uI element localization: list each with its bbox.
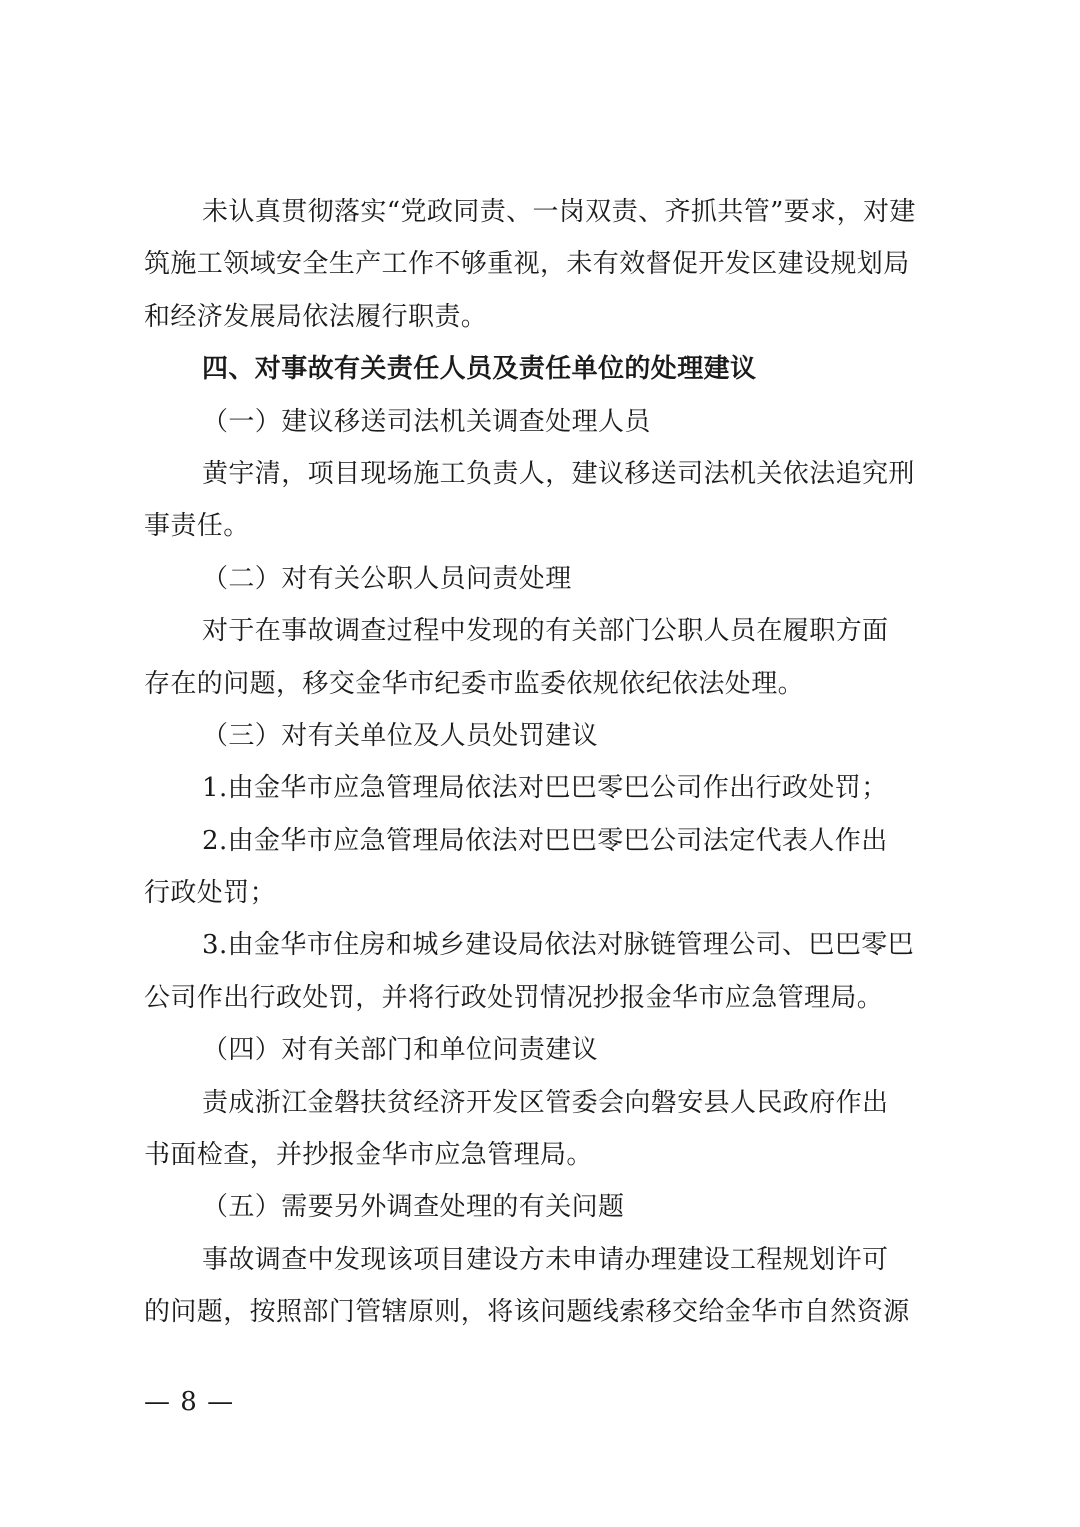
text-line: 的问题，按照部门管辖原则，将该问题线索移交给金华市自然资源 — [144, 1297, 910, 1328]
text-line: （二）对有关公职人员问责处理 — [202, 563, 572, 594]
section-heading: 四、对事故有关责任人员及责任单位的处理建议 — [202, 354, 757, 385]
text-line: （一）建议移送司法机关调查处理人员 — [202, 406, 651, 437]
text-line: 事故调查中发现该项目建设方未申请办理建设工程规划许可 — [202, 1244, 889, 1275]
text-line: 3.由金华市住房和城乡建设局依法对脉链管理公司、巴巴零巴 — [202, 930, 915, 961]
text-line: 筑施工领域安全生产工作不够重视，未有效督促开发区建设规划局 — [144, 249, 910, 280]
text-line: 未认真贯彻落实“党政同责、一岗双责、齐抓共管”要求，对建 — [202, 197, 916, 227]
text-line: 1.由金华市应急管理局依法对巴巴零巴公司作出行政处罚； — [202, 773, 888, 804]
text-line: 存在的问题，移交金华市纪委市监委依规依纪依法处理。 — [144, 668, 805, 699]
text-line: 和经济发展局依法履行职责。 — [144, 301, 488, 332]
text-line: 对于在事故调查过程中发现的有关部门公职人员在履职方面 — [202, 616, 889, 647]
text-line: 事责任。 — [144, 511, 250, 542]
text-line: 行政处罚； — [144, 878, 277, 909]
text-line: 公司作出行政处罚，并将行政处罚情况抄报金华市应急管理局。 — [144, 982, 884, 1013]
text-line: 黄宇清，项目现场施工负责人，建议移送司法机关依法追究刑 — [202, 458, 915, 489]
text-line: （五）需要另外调查处理的有关问题 — [202, 1192, 625, 1223]
text-line: 2.由金华市应急管理局依法对巴巴零巴公司法定代表人作出 — [202, 825, 888, 856]
page-number: — 8 — — [144, 1387, 235, 1417]
text-line: （四）对有关部门和单位问责建议 — [202, 1035, 599, 1066]
document-body — [144, 186, 946, 1339]
text-line: （三）对有关单位及人员处罚建议 — [202, 720, 599, 751]
text-line: 书面检查，并抄报金华市应急管理局。 — [144, 1140, 593, 1171]
text-line: 责成浙江金磐扶贫经济开发区管委会向磐安县人民政府作出 — [202, 1087, 889, 1118]
